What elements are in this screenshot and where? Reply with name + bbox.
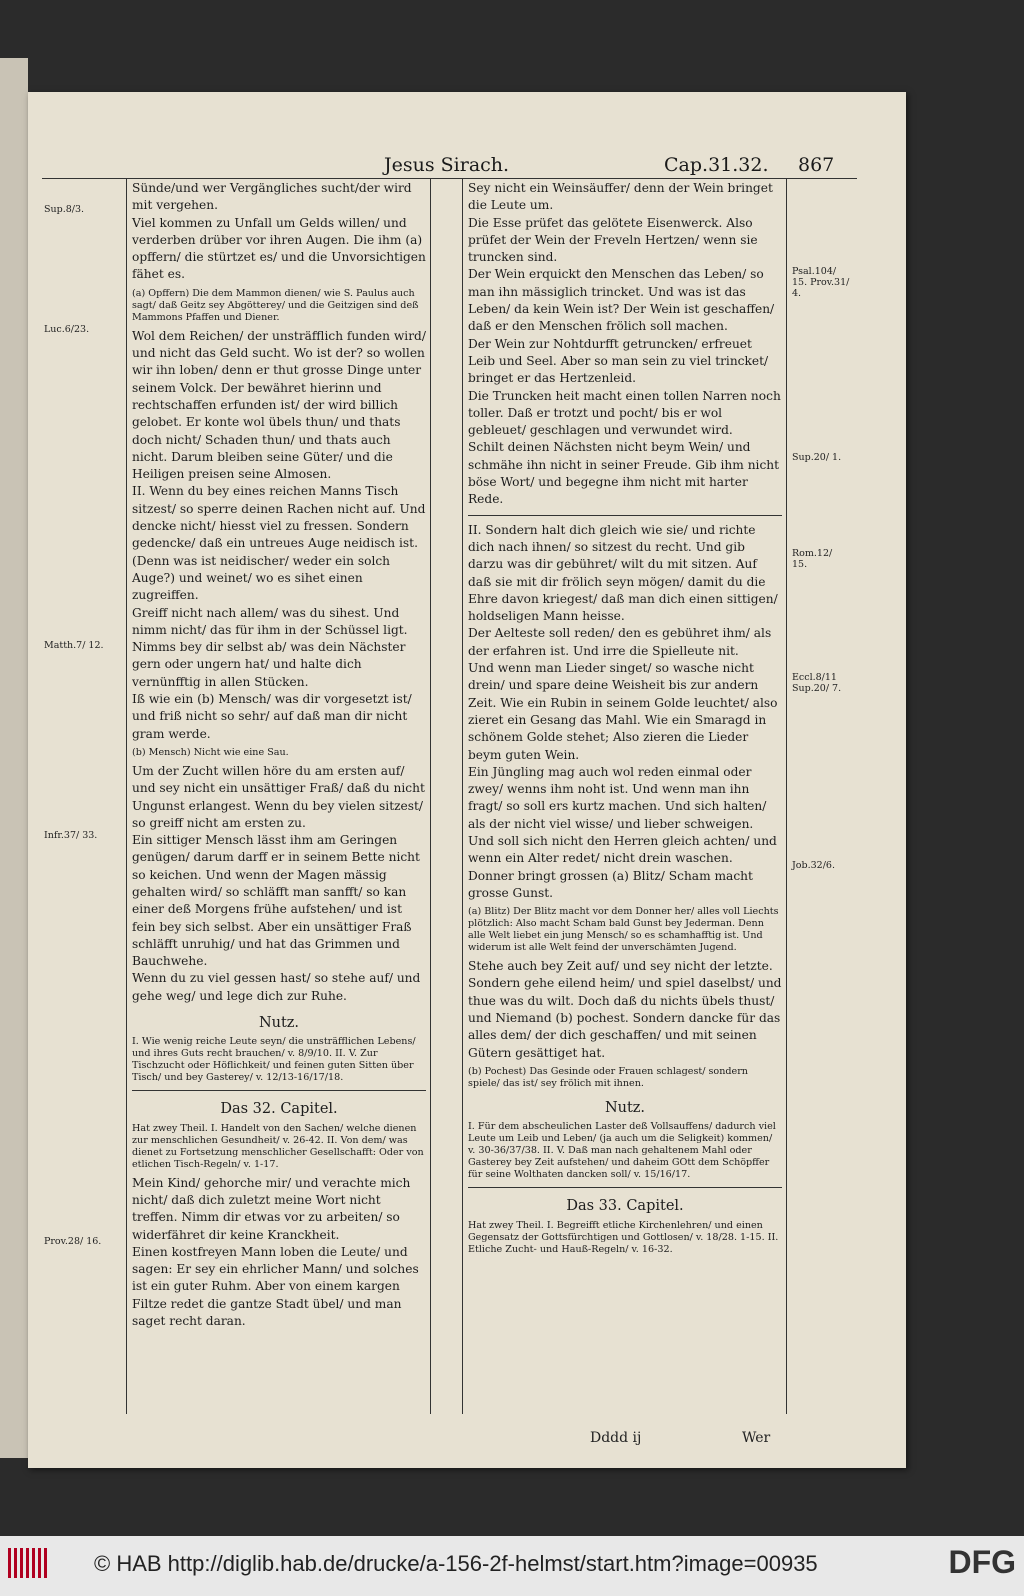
column-rule: [430, 178, 431, 1414]
margin-reference: Eccl.8/11 Sup.20/ 7.: [792, 672, 842, 694]
chapter-heading: Das 33. Capitel.: [566, 1198, 684, 1215]
nutz-heading: Nutz.: [258, 1015, 300, 1032]
chapter-summary: Hat zwey Theil. I. Handelt von den Sachen/ welche dienen zur menschlichen Gesundheit/ v. 26-42. II. Von dem/ was dienet zu Fortsetzung menschlicher Gesellschafft: Oder von etlichen Tisch-Regeln/ v. 1-17.: [132, 1122, 424, 1170]
margin-reference: Infr.37/ 33.: [44, 830, 98, 841]
hab-logo-icon: [8, 1548, 48, 1578]
verse-paragraph: Stehe auch bey Zeit auf/ und sey nicht der letzte. Sondern gehe eilend heim/ und spiel daselbst/ und thue was du wilt. Doch daß du nichts übels thust/ und Niemand (b) pochest. Sondern dancke für das alles dem/ der dich geschaffen/ und mit seinen Gütern gesättiget hat.: [468, 959, 782, 1060]
verse-paragraph: II. Wenn du bey eines reichen Manns Tisch sitzest/ so sperre deinen Rachen nicht auf. Und dencke nicht/ hiesst viel zu fressen. Sondern gedencke/ daß ein untreues Auge neidisch ist. (Denn was ist neidischer/ weder ein solch Auge?) und weinet/ wo es sihet einen zugreiffen.: [132, 484, 426, 603]
margin-reference: Sup.20/ 1.: [792, 452, 842, 463]
verse-paragraph: Wenn du zu viel gessen hast/ so stehe auf/ und gehe weg/ und lege dich zur Ruhe.: [132, 971, 421, 1003]
column-rule: [126, 178, 127, 1414]
margin-reference: Matth.7/ 12.: [44, 640, 104, 651]
margin-reference: Luc.6/23.: [44, 324, 90, 335]
verse-paragraph: Mein Kind/ gehorche mir/ und verachte mich nicht/ daß dich zuletzt meine Wort nicht treffen. Nimm dir etwas vor zu arbeiten/ so widerfähret dir keine Kranckheit.: [132, 1175, 411, 1242]
dfg-logo: DFG: [948, 1544, 1016, 1580]
column-rule: [462, 178, 463, 1414]
section-divider: [468, 515, 782, 516]
book-page: [28, 92, 906, 1468]
source-link[interactable]: © HAB http://diglib.hab.de/drucke/a-156-2f-helmst/start.htm?image=00935: [94, 1551, 818, 1576]
verse-paragraph: Iß wie ein (b) Mensch/ was dir vorgesetzt ist/ und friß nicht so sehr/ auf daß man dir nicht gram werde.: [132, 692, 412, 741]
verse-paragraph: Um der Zucht willen höre du am ersten auf/ und sey nicht ein unsättiger Fraß/ daß du nicht Ungunst erlangest. Wenn du bey vielen sitzest/ so greiff nicht am ersten zu.: [132, 763, 425, 830]
left-text-column: [132, 180, 426, 1330]
previous-page-edge: [0, 58, 28, 1458]
margin-reference: Rom.12/ 15.: [792, 548, 833, 570]
margin-reference: Prov.28/ 16.: [44, 1236, 102, 1247]
footnote: (a) Blitz) Der Blitz macht vor dem Donner her/ alles voll Liechts plötzlich: Also macht Scham bald Gunst bey Jederman. Denn alle Welt liebet ein jung Mensch/ so es schamhafftig ist. Und widerum ist alle Welt feind der unverschämten Jugend.: [468, 906, 779, 954]
attribution-bar: [0, 1536, 1024, 1596]
page-number: 867: [798, 154, 835, 176]
margin-reference: Psal.104/ 15. Prov.31/ 4.: [792, 266, 850, 299]
footnote: (b) Pochest) Das Gesinde oder Frauen schlagest/ sondern spiele/ das ist/ sey frölich mit ihnen.: [468, 1065, 748, 1089]
footnote: (a) Opffern) Die dem Mammon dienen/ wie S. Paulus auch sagt/ daß Geitz sey Abgötterey/ und die Geitzigen sind deß Mammons Pfaffen und Diener.: [132, 287, 419, 323]
chapter-label: Cap.31.32.: [664, 154, 769, 176]
verse-paragraph: Der Aelteste soll reden/ den es gebühret ihm/ als der erfahren ist. Und irre die Spielleute nit.: [468, 626, 772, 658]
verse-paragraph: Ein sittiger Mensch lässt ihm am Geringen genügen/ darum darff er in seinem Bette nicht so keichen. Und wenn der Magen mässig gehalten wird/ so schläfft man sanfft/ so kan einer deß Morgens frühe aufstehen/ und ist fein bey sich selbst. Aber ein unsättiger Fraß schläfft unruhig/ und hat das Grimmen und Bauchwehe.: [132, 833, 420, 969]
chapter-heading: Das 32. Capitel.: [220, 1101, 338, 1118]
verse-paragraph: Viel kommen zu Unfall um Gelds willen/ und verderben drüber vor ihren Augen. Die ihm (a) opffern/ die stürtzet es/ und die Unvorsichtigen fähet es.: [132, 215, 426, 282]
verse-paragraph: Sey nicht ein Weinsäuffer/ denn der Wein bringet die Leute um.: [468, 181, 773, 213]
verse-paragraph: Einen kostfreyen Mann loben die Leute/ und sagen: Er sey ein ehrlicher Mann/ und solches ist ein guter Ruhm. Aber von einem kargen Filtze redet die gantze Stadt übel/ und man saget recht daran.: [132, 1244, 419, 1329]
verse-paragraph: Die Esse prüfet das gelötete Eisenwerck. Also prüfet der Wein der Freveln Hertzen/ wenn sie truncken sind.: [468, 215, 758, 265]
verse-paragraph: Der Wein zur Nohtdurfft getruncken/ erfreuet Leib und Seel. Aber so man sein zu viel trincket/ bringet er das Hertzenleid.: [468, 336, 769, 386]
running-title: Jesus Sirach.: [384, 154, 510, 176]
verse-paragraph: Sünde/und wer Vergängliches sucht/der wird mit vergehen.: [132, 181, 412, 213]
nutz-text: I. Wie wenig reiche Leute seyn/ die unsträfflichen Lebens/ und ihres Guts recht brauchen/ v. 8/9/10. II. V. Zur Tischzucht oder Höflichkeit/ und feinen guten Sitten über Tisch/ und bey Gasterey/ v. 12/13-16/17/18.: [132, 1036, 416, 1084]
verse-paragraph: Ein Jüngling mag auch wol reden einmal oder zwey/ wenns ihm noht ist. Und wenn man ihn fragt/ so soll ers kurtz machen. Und sich halten/ als der nicht viel wisse/ und lieber schweigen. Und soll sich nicht den Herren gleich achten/ und wenn ein Alter redet/ nicht drein waschen. Donner bringt grossen (a) Blitz/ Scham macht grosse Gunst.: [468, 764, 777, 900]
verse-paragraph: Der Wein erquickt den Menschen das Leben/ so man ihn mässiglich trincket. Und was ist das Leben/ da kein Wein ist? Der Wein ist geschaffen/ daß er den Menschen frölich soll machen.: [468, 267, 775, 334]
column-rule: [786, 178, 787, 1414]
nutz-heading: Nutz.: [604, 1099, 646, 1116]
footnote: (b) Mensch) Nicht wie eine Sau.: [132, 746, 289, 758]
chapter-summary: Hat zwey Theil. I. Begreifft etliche Kirchenlehren/ und einen Gegensatz der Gottsfürchtigen und Gottlosen/ v. 18/28. 1-15. II. Etliche Zucht- und Hauß-Regeln/ v. 16-32.: [468, 1219, 779, 1255]
verse-paragraph: Die Truncken heit macht einen tollen Narren noch toller. Daß er trotzt und pocht/ bis er wol gebleuet/ geschlagen und verwundet wird.: [468, 388, 781, 438]
right-text-column: [468, 180, 782, 1260]
running-header: [42, 152, 857, 179]
verse-paragraph: Und wenn man Lieder singet/ so wasche nicht drein/ und spare deine Weisheit bis zur andern Zeit. Wie ein Rubin in seinem Golde leuchtet/ also zieret ein Gesang das Mahl. Wie ein Smaragd in schönem Golde stehet; Also zieren die Lieder beym guten Wein.: [468, 661, 778, 762]
catchword: Wer: [742, 1430, 771, 1446]
nutz-text: I. Für dem abscheulichen Laster deß Vollsauffens/ dadurch viel Leute um Leib und Leben/ (ja auch um die Seligkeit) kommen/ v. 30-36/37/38. II. V. Daß man nach gehaltenem Mahl oder Gasterey bey Zeit aufstehen/ und daheim GOtt dem Schöpffer für seine Wolthaten dancken soll/ v. 15/16/17.: [468, 1121, 776, 1181]
margin-reference: Sup.8/3.: [44, 204, 85, 215]
text-frame: [42, 152, 857, 1446]
margin-reference: Job.32/6.: [792, 860, 835, 871]
section-divider: [468, 1187, 782, 1188]
verse-paragraph: Greiff nicht nach allem/ was du sihest. Und nimm nicht/ das für ihm in der Schüssel ligt. Nimms bey dir selbst ab/ was dein Nächster gern oder ungern hat/ und halte dich vernünfftig in allen Stücken.: [132, 605, 408, 689]
verse-paragraph: Schilt deinen Nächsten nicht beym Wein/ und schmähe ihn nicht in seiner Freude. Gib ihm nicht böse Wort/ und begegne ihm nicht mit harter Rede.: [468, 440, 780, 507]
section-divider: [132, 1090, 426, 1091]
signature-mark: Dddd ij: [590, 1430, 642, 1446]
verse-paragraph: Wol dem Reichen/ der unsträfflich funden wird/ und nicht das Geld sucht. Wo ist der? so wollen wir ihn loben/ denn er thut grosse Dinge unter seinem Volck. Der bewähret hierinn und rechtschaffen erfunden ist/ der wird billich gelobet. Er konte wol übels thun/ und thats doch nicht/ Schaden thun/ und thats auch nicht. Darum bleiben seine Güter/ und die Heiligen preisen seine Almosen.: [132, 328, 426, 482]
verse-paragraph: II. Sondern halt dich gleich wie sie/ und richte dich nach ihnen/ so sitzest du recht. Und gib darzu was dir gebühret/ wilt du mit sitzen. Auf daß sie mit dir frölich seyn mögen/ damit du die Ehre davon kriegest/ daß man dich einen sittigen/ holdseligen Mann heisse.: [468, 522, 778, 624]
